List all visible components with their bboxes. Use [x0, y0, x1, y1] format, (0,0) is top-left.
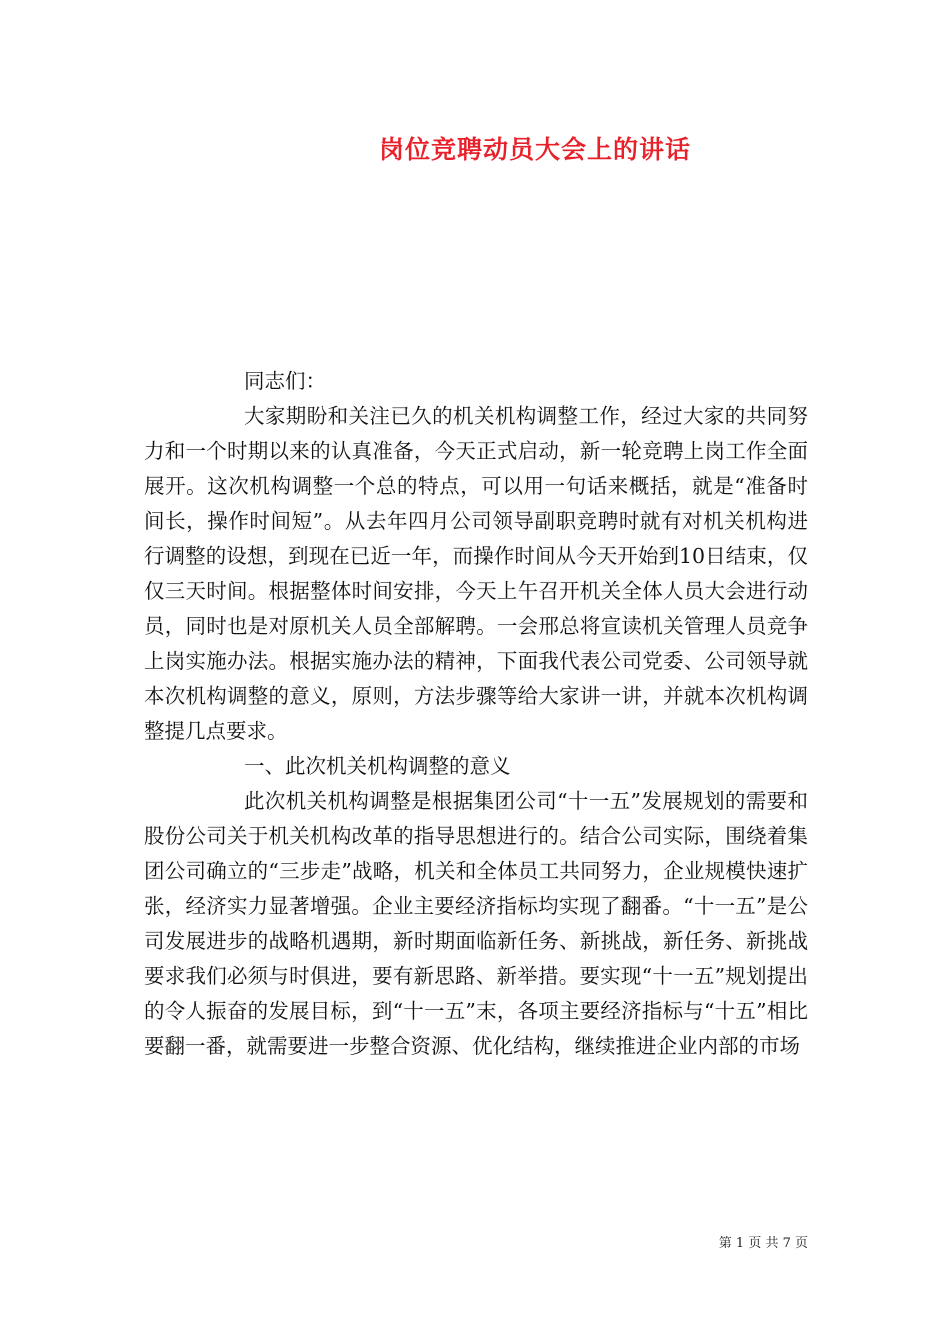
- paragraph-section-1: 此次机关机构调整是根据集团公司“十一五”发展规划的需要和股份公司关于机关机构改革的指导思想进行的。结合公司实际，围绕着集团公司确立的“三步走”战略，机关和全体员工共同努力，企业规模快速扩张，经济实力显著增强。企业主要经济指标均实现了翻番。“十一五”是公司发展进步的战略机遇期，新时期面临新任务、新挑战，新任务、新挑战要求我们必须与时俱进，要有新思路、新举措。要实现“十一五”规划提出的令人振奋的发展目标，到“十一五”末，各项主要经济指标与“十五”相比要翻一番，就需要进一步整合资源、优化结构，继续推进企业内部的市场: [144, 789, 808, 1058]
- salutation: 同志们：: [244, 369, 326, 393]
- page-number: 第 1 页 共 7 页: [718, 1236, 808, 1251]
- paragraph-intro: 大家期盼和关注已久的机关机构调整工作，经过大家的共同努力和一个时期以来的认真准备，今天正式启动，新一轮竞聘上岗工作全面展开。这次机构调整一个总的特点，可以用一句话来概括，就是“准备时间长，操作时间短”。从去年四月公司领导副职竞聘时就有对机关机构进行调整的设想，到现在已近一年，而操作时间从今天开始到10日结束，仅仅三天时间。根据整体时间安排，今天上午召开机关全体人员大会进行动员，同时也是对原机关人员全部解聘。一会邢总将宣读机关管理人员竞争上岗实施办法。根据实施办法的精神，下面我代表公司党委、公司领导就本次机构调整的意义，原则，方法步骤等给大家讲一讲，并就本次机构调整提几点要求。: [144, 404, 808, 743]
- section-heading-1: 一、此次机关机构调整的意义: [244, 754, 511, 778]
- document-body: [144, 364, 808, 1064]
- document-title: 岗位竞聘动员大会上的讲话: [378, 135, 691, 164]
